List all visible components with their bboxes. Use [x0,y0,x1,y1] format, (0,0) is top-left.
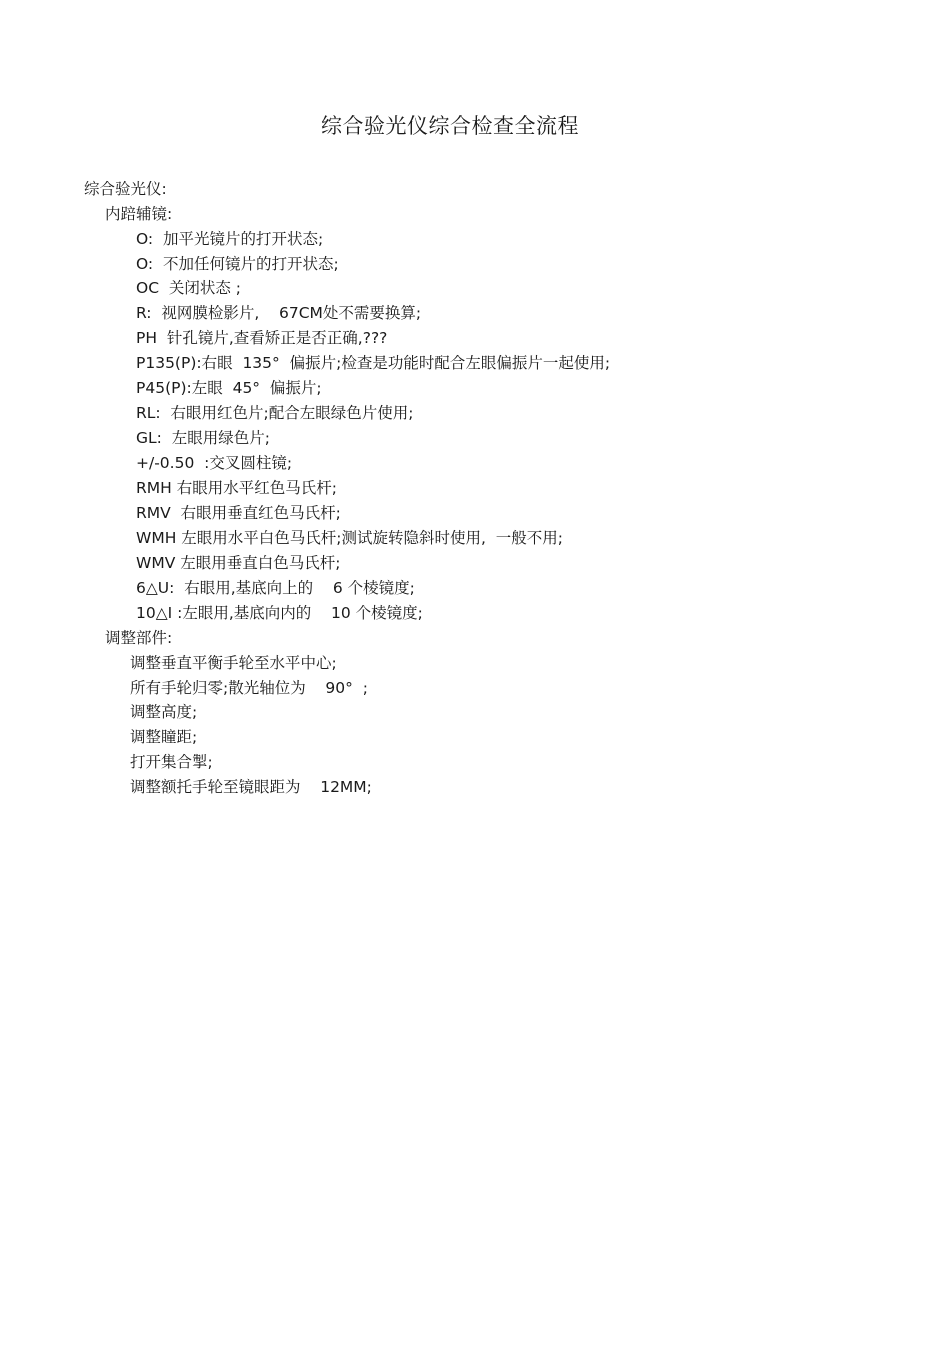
list-item: 调整额托手轮至镜眼距为 12MM; [130,778,372,796]
list-item: 调整垂直平衡手轮至水平中心; [130,654,337,672]
list-item: 6△U: 右眼用,基底向上的 6 个棱镜度; [136,579,415,597]
list-item: 10△I :左眼用,基底向内的 10 个棱镜度; [136,604,423,622]
heading: 综合验光仪: [84,180,167,198]
page-title: 综合验光仪综合检查全流程 [321,114,579,138]
list-item: P135(P):右眼 135° 偏振片;检查是功能时配合左眼偏振片一起使用; [136,354,611,372]
list-item: 调整高度; [130,703,198,721]
section1-label: 内踣辅镜: [105,205,173,223]
section2-label: 调整部件: [105,629,173,647]
list-item: WMV 左眼用垂直白色马氏杆; [136,554,341,572]
list-item: P45(P):左眼 45° 偏振片; [136,379,322,397]
list-item: GL: 左眼用绿色片; [136,429,270,447]
list-item: 调整瞳距; [130,728,198,746]
list-item: R: 视网膜检影片, 67CM处不需要换算; [136,304,422,322]
list-item: 打开集合掣; [130,753,213,771]
list-item: +/-0.50 :交叉圆柱镜; [136,454,293,472]
list-item: O: 加平光镜片的打开状态; [136,230,324,248]
list-item: OC 关闭状态 ; [136,279,242,297]
list-item: PH 针孔镜片,查看矫正是否正确,??? [136,329,388,347]
list-item: RL: 右眼用红色片;配合左眼绿色片使用; [136,404,414,422]
list-item: 所有手轮归零;散光轴位为 90° ; [130,679,368,697]
list-item: RMV 右眼用垂直红色马氏杆; [136,504,341,522]
list-item: WMH 左眼用水平白色马氏杆;测试旋转隐斜时使用, 一般不用; [136,529,564,547]
list-item: RMH 右眼用水平红色马氏杆; [136,479,337,497]
list-item: O: 不加任何镜片的打开状态; [136,255,339,273]
